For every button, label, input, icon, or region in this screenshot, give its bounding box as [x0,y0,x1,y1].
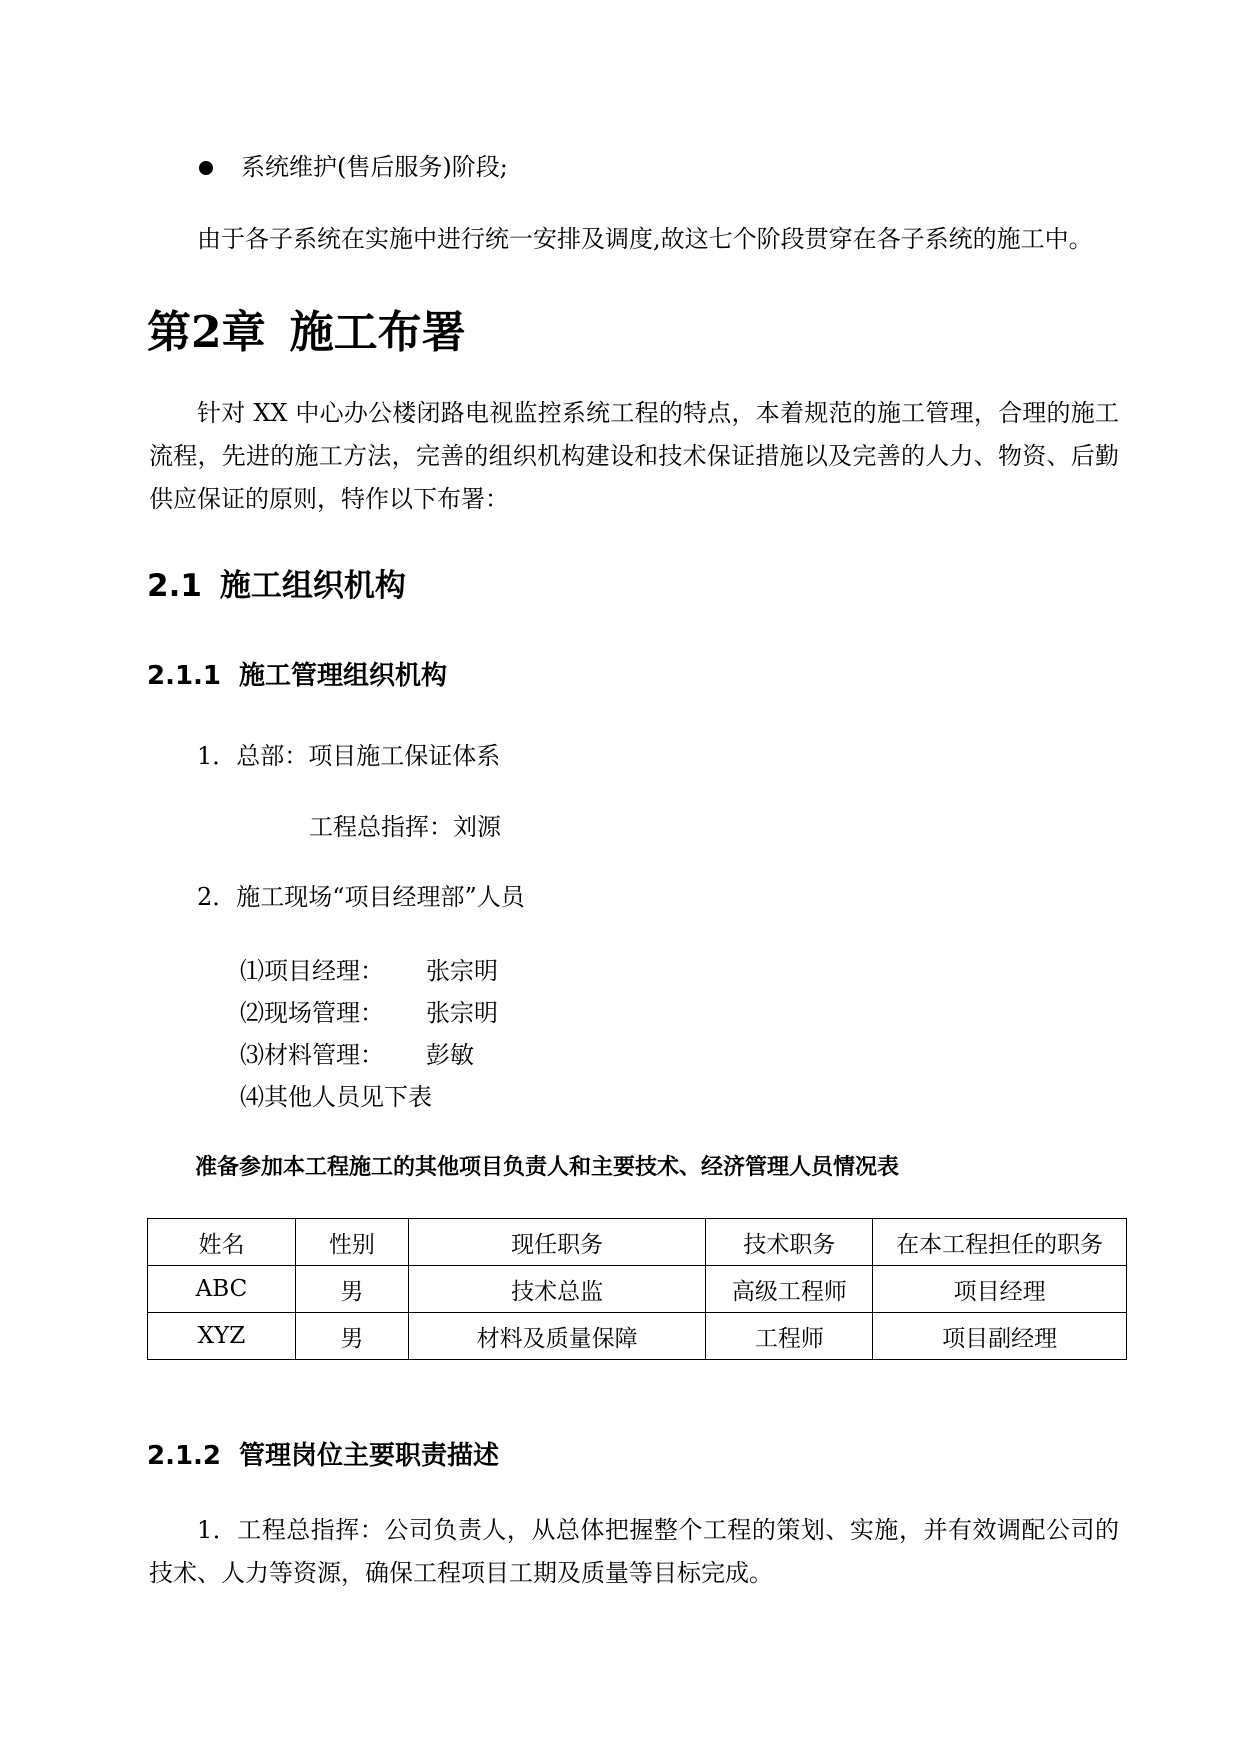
table-cell: 项目经理 [873,1266,1127,1313]
org-item-site-staff: 2．施工现场“项目经理部”人员 [197,883,525,911]
table-cell: ABC [148,1266,296,1313]
role-item [240,951,498,986]
chapter-paragraph: 针对 XX 中心办公楼闭路电视监控系统工程的特点，本着规范的施工管理，合理的施工流程，先进的施工方法，完善的组织机构建设和技术保证措施以及完善的人力、物资、后勤供应保证的原则，特作以下布署： [149,399,1119,513]
bullet-icon [199,161,213,175]
section-title: 管理岗位主要职责描述 [239,1441,500,1471]
org-commander: 工程总指挥：刘源 [309,813,501,841]
role-name: 张宗明 [426,957,498,985]
table-cell: 高级工程师 [706,1266,873,1313]
table-cell: 技术总监 [408,1266,706,1313]
table-cell: 项目副经理 [873,1313,1127,1360]
section-number: 2.1.1 [147,661,222,691]
table-row [148,1313,1127,1360]
table-caption: 准备参加本工程施工的其他项目负责人和主要技术、经济管理人员情况表 [195,1155,900,1180]
role-label: ⑶材料管理： [240,1041,384,1069]
table-header-cell: 姓名 [148,1219,296,1266]
table-header-cell: 在本工程担任的职务 [873,1219,1127,1266]
org-item-headquarters: 1．总部：项目施工保证体系 [197,742,501,770]
role-item [240,993,498,1028]
role-item [240,1035,474,1070]
table-header-cell: 技术职务 [706,1219,873,1266]
table-header-cell: 现任职务 [408,1219,706,1266]
table-row [148,1266,1127,1313]
section-heading-2-1 [147,560,406,605]
table-cell: 男 [295,1266,408,1313]
chapter-title: 施工布署 [289,307,466,358]
chapter-number: 第2章 [147,307,266,358]
table-cell: 男 [295,1313,408,1360]
role-label: ⑷其他人员见下表 [240,1083,432,1111]
chapter-heading [147,296,466,360]
bullet-item-text: 系统维护(售后服务)阶段; [241,153,508,181]
section-number: 2.1.2 [147,1441,222,1471]
role-label: ⑵现场管理： [240,999,384,1027]
table-cell: 材料及质量保障 [408,1313,706,1360]
table-header-row [148,1219,1127,1266]
section-heading-2-1-2 [147,1435,499,1472]
role-label: ⑴项目经理： [240,957,384,985]
role-name: 张宗明 [426,999,498,1027]
role-item [240,1077,432,1112]
duty-paragraph: 1．工程总指挥：公司负责人，从总体把握整个工程的策划、实施，并有效调配公司的技术、人力等资源，确保工程项目工期及质量等目标完成。 [149,1516,1119,1587]
table-cell: 工程师 [706,1313,873,1360]
table-header-cell: 性别 [295,1219,408,1266]
section-title: 施工组织机构 [219,568,406,604]
section-number: 2.1 [147,568,202,604]
role-name: 彭敏 [426,1041,474,1069]
staff-table [147,1218,1127,1360]
section-heading-2-1-1 [147,655,447,692]
intro-paragraph: 由于各子系统在实施中进行统一安排及调度,故这七个阶段贯穿在各子系统的施工中。 [197,225,1093,253]
table-cell: XYZ [148,1313,296,1360]
section-title: 施工管理组织机构 [239,661,448,691]
